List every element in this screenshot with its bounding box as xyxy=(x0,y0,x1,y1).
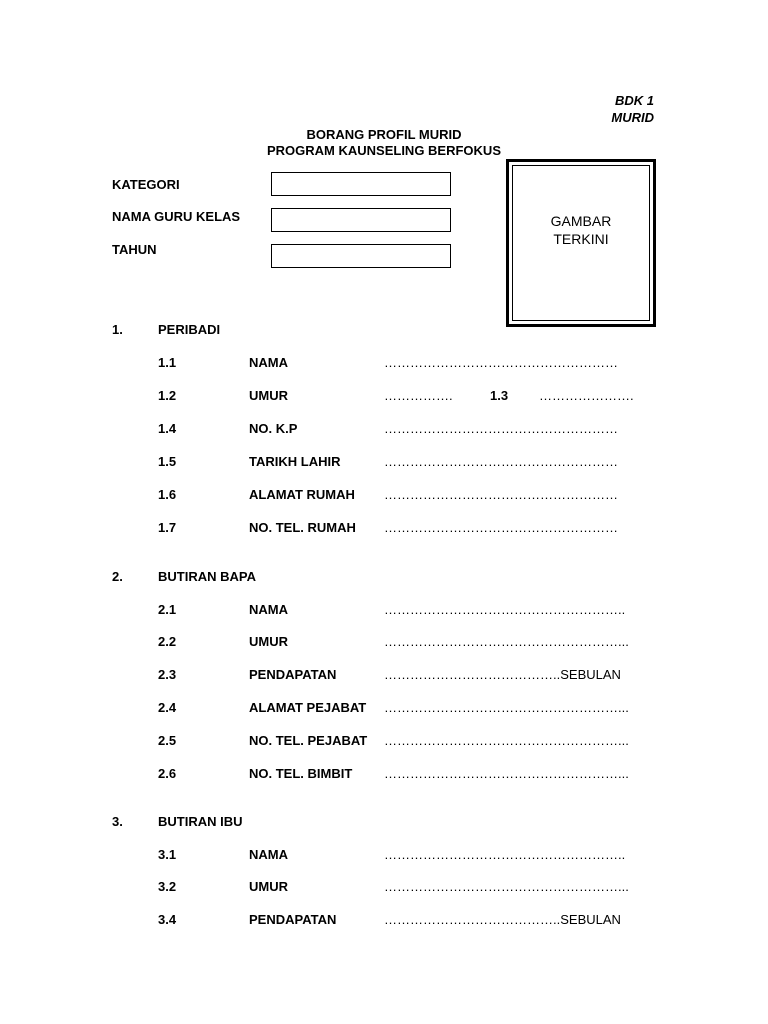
section-1-number: 1. xyxy=(112,322,123,337)
item-number: 3.1 xyxy=(158,847,177,862)
item-number: 1.7 xyxy=(158,520,177,535)
ibu-umur-field-dots[interactable]: ………………………………………………... xyxy=(384,879,629,894)
form-code: BDK 1 xyxy=(614,93,654,108)
item-label: PENDAPATAN xyxy=(249,912,337,927)
bapa-umur-field-dots[interactable]: ………………………………………………... xyxy=(384,634,629,649)
item-number: 1.4 xyxy=(158,421,177,436)
item-number: 2.4 xyxy=(158,700,177,715)
item-number: 2.2 xyxy=(158,634,177,649)
ibu-pendapatan-field-dots[interactable]: …………………………………..SEBULAN xyxy=(384,912,621,927)
photo-text-line2: TERKINI xyxy=(553,231,609,247)
item-label: NO. TEL. BIMBIT xyxy=(249,766,353,781)
tahun-label: TAHUN xyxy=(112,242,157,257)
ibu-nama-field-dots[interactable]: ……………………………………………….. xyxy=(384,847,626,862)
item-number: 2.6 xyxy=(158,766,177,781)
item-number: 1.3 xyxy=(490,388,509,403)
item-label: NAMA xyxy=(249,847,288,862)
form-title: BORANG PROFIL MURID xyxy=(306,127,462,142)
section-2-number: 2. xyxy=(112,569,123,584)
bapa-no-tel-bimbit-field-dots[interactable]: ………………………………………………... xyxy=(384,766,629,781)
item-number: 3.4 xyxy=(158,912,177,927)
kategori-label: KATEGORI xyxy=(112,177,180,192)
item-label: NO. K.P xyxy=(249,421,298,436)
form-subtitle: PROGRAM KAUNSELING BERFOKUS xyxy=(266,143,501,158)
item-number: 1.5 xyxy=(158,454,177,469)
item-number: 2.1 xyxy=(158,602,177,617)
item-label: PENDAPATAN xyxy=(249,667,337,682)
nama-field-dots[interactable]: ……………………………………………… xyxy=(384,355,618,370)
photo-box xyxy=(506,159,656,327)
umur-field-dots[interactable]: ……………. xyxy=(384,388,453,403)
photo-placeholder-text xyxy=(513,212,649,248)
no-kp-field-dots[interactable]: ……………………………………………… xyxy=(384,421,618,436)
item-label: NAMA xyxy=(249,602,288,617)
item-number: 1.6 xyxy=(158,487,177,502)
bapa-no-tel-pejabat-field-dots[interactable]: ………………………………………………... xyxy=(384,733,629,748)
bapa-nama-field-dots[interactable]: ……………………………………………….. xyxy=(384,602,626,617)
item-label: ALAMAT PEJABAT xyxy=(249,700,367,715)
section-1-title: PERIBADI xyxy=(158,322,221,337)
item-number: 2.5 xyxy=(158,733,177,748)
section-3-title: BUTIRAN IBU xyxy=(158,814,243,829)
item-label: NAMA xyxy=(249,355,288,370)
item-label: NO. TEL. RUMAH xyxy=(249,520,356,535)
item-number: 2.3 xyxy=(158,667,177,682)
photo-inner-frame xyxy=(512,165,650,321)
form-audience: MURID xyxy=(611,110,654,125)
item-label: ALAMAT RUMAH xyxy=(249,487,355,502)
alamat-rumah-field-dots[interactable]: ……………………………………………… xyxy=(384,487,618,502)
item-label: TARIKH LAHIR xyxy=(249,454,341,469)
item-label: UMUR xyxy=(249,879,288,894)
bapa-pendapatan-field-dots[interactable]: …………………………………..SEBULAN xyxy=(384,667,621,682)
item-number: 1.2 xyxy=(158,388,177,403)
tarikh-lahir-field-dots[interactable]: ……………………………………………… xyxy=(384,454,618,469)
tahun-field[interactable] xyxy=(271,244,451,268)
photo-text-line1: GAMBAR xyxy=(550,213,612,229)
section-2-title: BUTIRAN BAPA xyxy=(158,569,256,584)
nama-guru-kelas-field[interactable] xyxy=(271,208,451,232)
item-label: NO. TEL. PEJABAT xyxy=(249,733,368,748)
kategori-field[interactable] xyxy=(271,172,451,196)
bapa-alamat-pejabat-field-dots[interactable]: ………………………………………………... xyxy=(384,700,629,715)
item-1-3-field-dots[interactable]: …………………. xyxy=(539,388,634,403)
item-label: UMUR xyxy=(249,634,288,649)
item-label: UMUR xyxy=(249,388,288,403)
section-3-number: 3. xyxy=(112,814,123,829)
no-tel-rumah-field-dots[interactable]: ……………………………………………… xyxy=(384,520,618,535)
item-number: 3.2 xyxy=(158,879,177,894)
nama-guru-kelas-label: NAMA GURU KELAS xyxy=(112,209,241,224)
item-number: 1.1 xyxy=(158,355,177,370)
